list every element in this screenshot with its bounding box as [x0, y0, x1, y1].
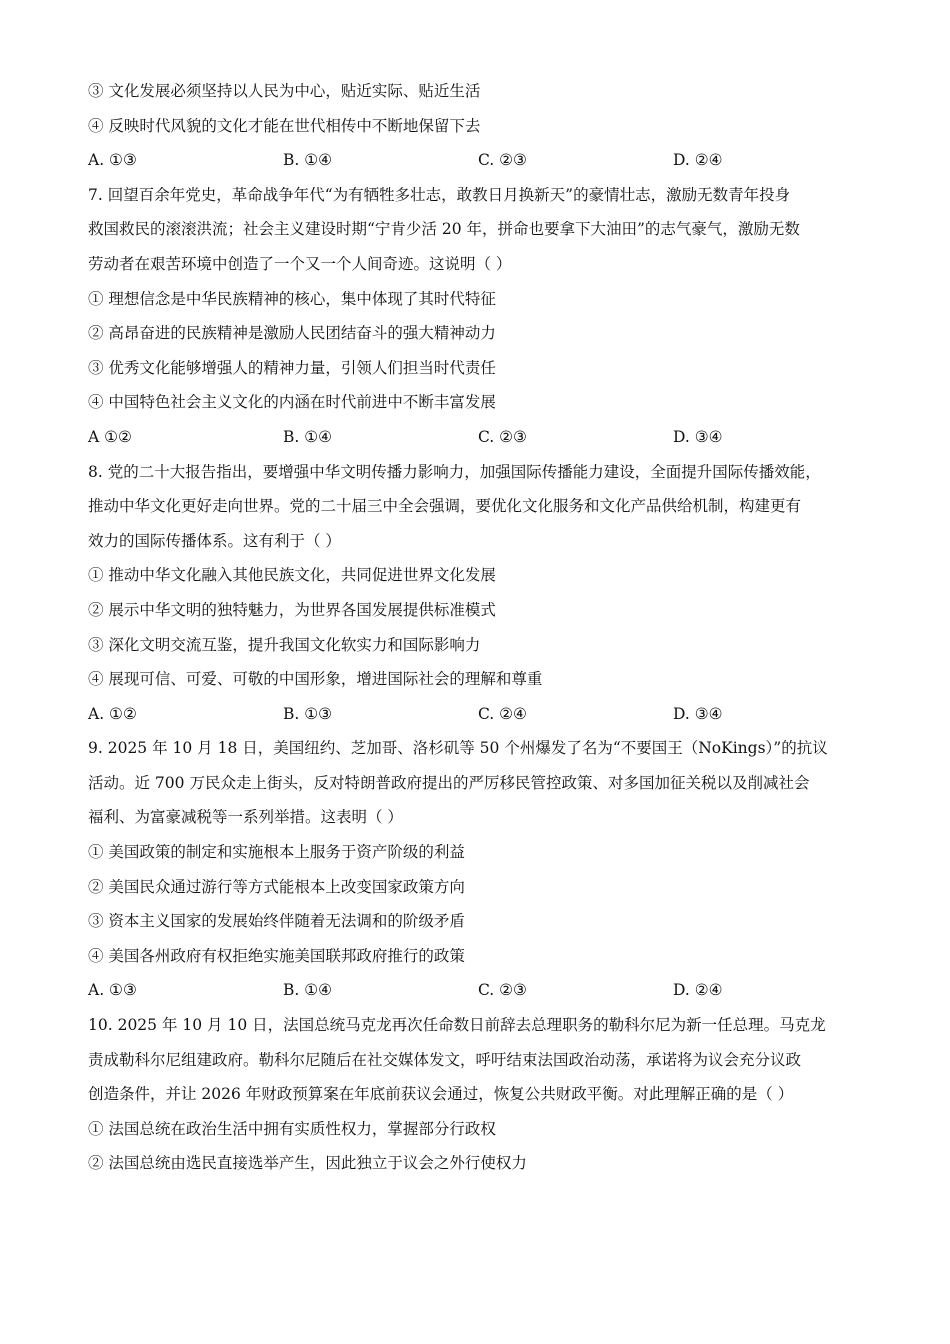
q9-item-1: ① 美国政策的制定和实施根本上服务于资产阶级的利益 — [88, 843, 465, 862]
q7-item-2: ② 高昂奋进的民族精神是激励人民团结奋斗的强大精神动力 — [88, 324, 496, 343]
q9-item-2: ② 美国民众通过游行等方式能根本上改变国家政策方向 — [88, 877, 465, 896]
q8-options — [88, 697, 878, 732]
q8-stem-line-1: 8. 党的二十大报告指出，要增强中华文明传播力影响力，加强国际传播能力建设，全面提升国际传播效能， — [88, 462, 821, 481]
q7-item-3: ③ 优秀文化能够增强人的精神力量，引领人们担当时代责任 — [88, 358, 496, 377]
q8-option-a: A. ①② — [88, 704, 137, 723]
q8-item-1: ① 推动中华文化融入其他民族文化，共同促进世界文化发展 — [88, 566, 496, 585]
q7-options — [88, 420, 878, 455]
q10-item-2: ② 法国总统由选民直接选举产生，因此独立于议会之外行使权力 — [88, 1154, 527, 1173]
q7-option-d: D. ③④ — [673, 427, 723, 446]
exam-page — [88, 74, 878, 1181]
q10-stem-line-1: 10. 2025 年 10 月 10 日，法国总统马克龙再次任命数日前辞去总理职务的勒科尔尼为新一任总理。马克龙 — [88, 1016, 826, 1035]
q9-option-b: B. ①④ — [283, 981, 333, 1000]
q10-stem-line-2: 责成勒科尔尼组建政府。勒科尔尼随后在社交媒体发文，呼吁结束法国政治动荡，承诺将为议会充分议政 — [88, 1050, 802, 1069]
q7-item-4: ④ 中国特色社会主义文化的内涵在时代前进中不断丰富发展 — [88, 393, 496, 412]
q9-item-4: ④ 美国各州政府有权拒绝实施美国联邦政府推行的政策 — [88, 946, 465, 965]
q9-option-c: C. ②③ — [478, 981, 527, 1000]
q7-option-b: B. ①④ — [283, 427, 333, 446]
q8-stem-line-2: 推动中华文化更好走向世界。党的二十届三中全会强调，要优化文化服务和文化产品供给机制，构建更有 — [88, 497, 802, 516]
q8-item-3: ③ 深化文明交流互鉴，提升我国文化软实力和国际影响力 — [88, 635, 481, 654]
q9-stem-line-1: 9. 2025 年 10 月 18 日，美国纽约、芝加哥、洛杉矶等 50 个州爆发了名为“不要国王（NoKings）”的抗议 — [88, 739, 828, 758]
q6-option-c: C. ②③ — [478, 151, 527, 170]
q6-option-b: B. ①④ — [283, 151, 333, 170]
q10-stem-line-3: 创造条件，并让 2026 年财政预算案在年底前获议会通过，恢复公共财政平衡。对此理解正确的是（ ） — [88, 1085, 794, 1104]
q7-stem-line-2: 救国救民的滚滚洪流；社会主义建设时期“宁肯少活 20 年，拼命也要拿下大油田”的志气豪气，激励无数 — [88, 220, 800, 239]
q9-stem-line-2: 活动。近 700 万民众走上街头，反对特朗普政府提出的严厉移民管控政策、对多国加征关税以及削减社会 — [88, 773, 810, 792]
q7-stem-line-1: 7. 回望百余年党史，革命战争年代“为有牺牲多壮志，敢教日月换新天”的豪情壮志，激励无数青年投身 — [88, 185, 791, 204]
q8-option-d: D. ③④ — [673, 704, 723, 723]
q6-option-a: A. ①③ — [88, 151, 137, 170]
q6-item-4: ④ 反映时代风貌的文化才能在世代相传中不断地保留下去 — [88, 116, 481, 135]
q8-option-b: B. ①③ — [283, 704, 333, 723]
q9-options — [88, 973, 878, 1008]
q8-option-c: C. ②④ — [478, 704, 527, 723]
q9-option-a: A. ①③ — [88, 981, 137, 1000]
q9-stem-line-3: 福利、为富豪减税等一系列举措。这表明（ ） — [88, 808, 403, 827]
q9-item-3: ③ 资本主义国家的发展始终伴随着无法调和的阶级矛盾 — [88, 912, 465, 931]
q10-item-1: ① 法国总统在政治生活中拥有实质性权力，掌握部分行政权 — [88, 1119, 496, 1138]
q6-options — [88, 143, 878, 178]
q7-option-c: C. ②③ — [478, 427, 527, 446]
q7-item-1: ① 理想信念是中华民族精神的核心，集中体现了其时代特征 — [88, 289, 496, 308]
q7-stem-line-3: 劳动者在艰苦环境中创造了一个又一个人间奇迹。这说明（ ） — [88, 254, 512, 273]
q8-item-4: ④ 展现可信、可爱、可敬的中国形象，增进国际社会的理解和尊重 — [88, 670, 543, 689]
q6-item-3: ③ 文化发展必须坚持以人民为中心，贴近实际、贴近生活 — [88, 82, 481, 100]
q6-option-d: D. ②④ — [673, 151, 723, 170]
q7-option-a: A ①② — [88, 427, 132, 446]
q8-stem-line-3: 效力的国际传播体系。这有利于（ ） — [88, 531, 341, 550]
q9-option-d: D. ②④ — [673, 981, 723, 1000]
q8-item-2: ② 展示中华文明的独特魅力，为世界各国发展提供标准模式 — [88, 600, 496, 619]
